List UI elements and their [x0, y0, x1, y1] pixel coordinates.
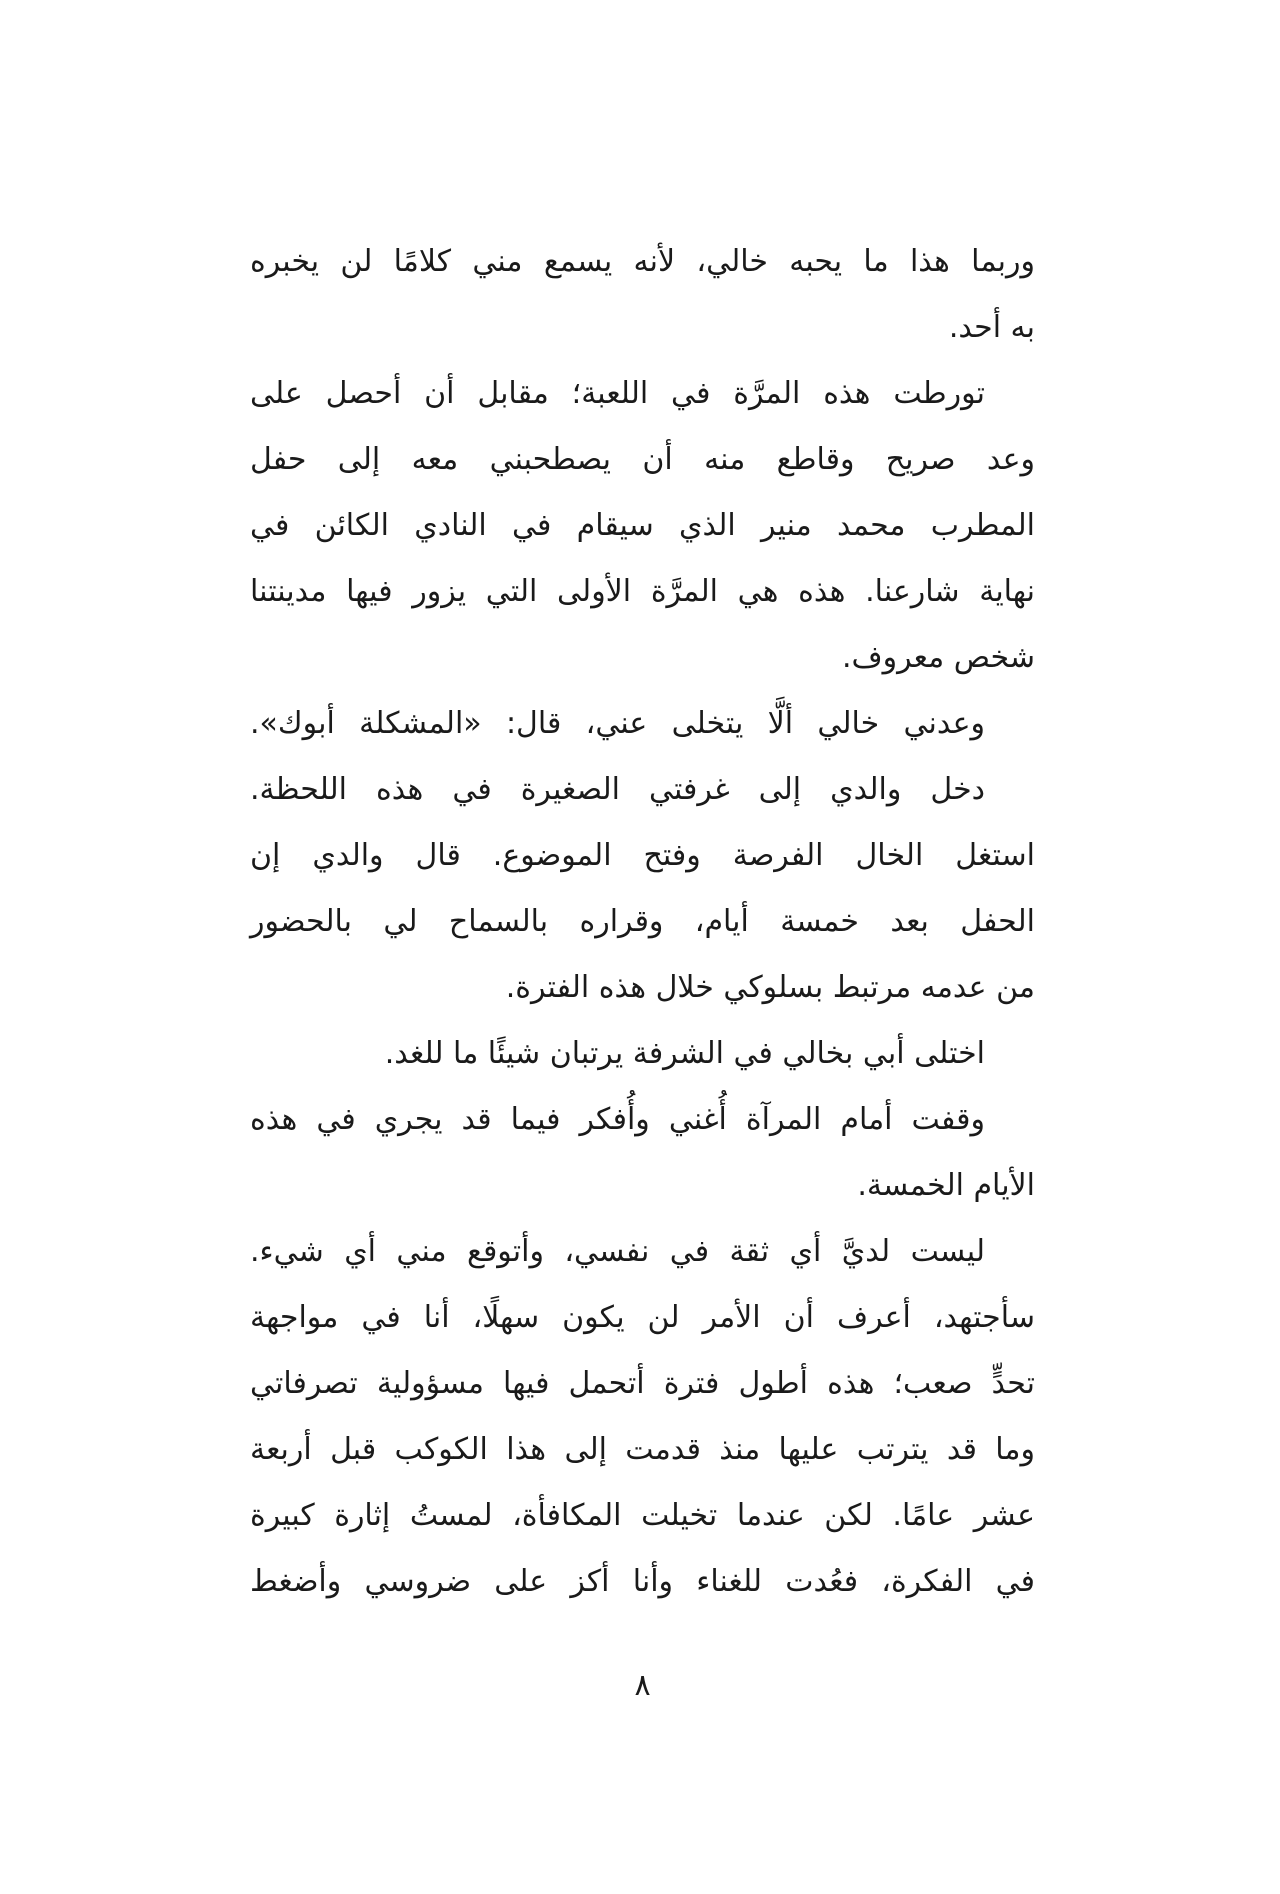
text-line: وعدني خالي ألَّا يتخلى عني، قال: «المشكلة أبوك». — [250, 706, 985, 741]
text-line: سأجتهد، أعرف أن الأمر لن يكون سهلًا، أنا في مواجهة — [250, 1300, 1035, 1335]
text-line: في الفكرة، فعُدت للغناء وأنا أكز على ضروسي وأضغط — [250, 1564, 1035, 1599]
text-line: ليست لديَّ أي ثقة في نفسي، وأتوقع مني أي شيء. — [250, 1234, 985, 1269]
text-line: عشر عامًا. لكن عندما تخيلت المكافأة، لمستُ إثارة كبيرة — [250, 1498, 1035, 1533]
text-line: وعد صريح وقاطع منه أن يصطحبني معه إلى حفل — [250, 442, 1035, 477]
text-line: تحدٍّ صعب؛ هذه أطول فترة أتحمل فيها مسؤولية تصرفاتي — [250, 1366, 1035, 1401]
text-line: اختلى أبي بخالي في الشرفة يرتبان شيئًا ما للغد. — [384, 1036, 985, 1071]
text-line: من عدمه مرتبط بسلوكي خلال هذه الفترة. — [505, 970, 1035, 1005]
text-line: وربما هذا ما يحبه خالي، لأنه يسمع مني كلامًا لن يخبره — [250, 244, 1035, 279]
text-line: نهاية شارعنا. هذه هي المرَّة الأولى التي يزور فيها مدينتنا — [250, 574, 1035, 609]
text-line: المطرب محمد منير الذي سيقام في النادي الكائن في — [250, 508, 1035, 543]
text-line: وقفت أمام المرآة أُغني وأُفكر فيما قد يجري في هذه — [250, 1102, 985, 1137]
text-line: دخل والدي إلى غرفتي الصغيرة في هذه اللحظة. — [250, 772, 985, 807]
text-line: به أحد. — [948, 310, 1035, 345]
page-number: ٨ — [634, 1668, 651, 1703]
text-line: شخص معروف. — [841, 640, 1035, 675]
text-line: وما قد يترتب عليها منذ قدمت إلى هذا الكوكب قبل أربعة — [250, 1432, 1035, 1467]
page-text-block — [250, 229, 1035, 1719]
text-line: تورطت هذه المرَّة في اللعبة؛ مقابل أن أحصل على — [250, 376, 985, 411]
text-line: الحفل بعد خمسة أيام، وقراره بالسماح لي بالحضور — [250, 904, 1035, 939]
text-line: استغل الخال الفرصة وفتح الموضوع. قال والدي إن — [250, 838, 1035, 873]
text-line: الأيام الخمسة. — [857, 1168, 1035, 1203]
